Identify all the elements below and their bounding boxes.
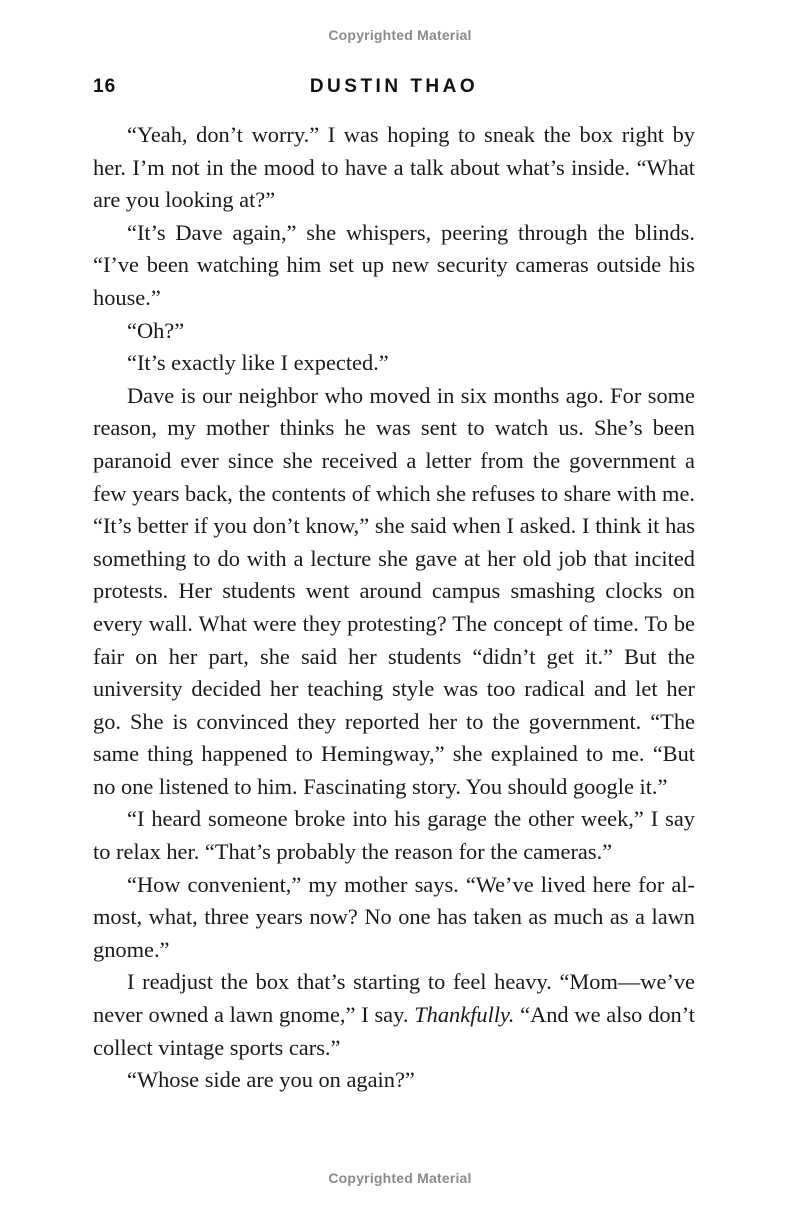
paragraph: “It’s Dave again,” she whispers, peering through the blinds. “I’ve been watching him set up new security cameras outside his house.” [93, 219, 695, 310]
paragraph-text: I readjust the box that’s starting to feel heavy. “Mom—we’ve never owned a lawn gnome,” I say. [93, 969, 695, 1028]
italic-emphasis: Thankfully. [414, 1002, 515, 1028]
copyright-watermark-bottom: Copyrighted Material [328, 1170, 472, 1186]
body-text [93, 119, 695, 1097]
paragraph [93, 966, 695, 1064]
page-number: 16 [93, 76, 117, 97]
copyright-watermark-top: Copyrighted Material [328, 27, 472, 43]
paragraph: “Yeah, don’t worry.” I was hoping to sneak the box right by her. I’m not in the mood to have a talk about what’s inside. “What are you looking at?” [93, 122, 695, 213]
paragraph: Dave is our neighbor who moved in six months ago. For some reason, my mother thinks he was sent to watch us. She’s been paranoid ever since she received a letter from the government a few years back, the contents of which she refuses to share with me. “It’s better if you don’t know,” she said when I asked. I think it has something to do with a lecture she gave at her old job that incited protests. Her students went around campus smashing clocks on every wall. What were they protesting? The concept of time. To be fair on her part, she said her students “didn’t get it.” But the university decided her teaching style was too radical and let her go. She is convinced they reported her to the government. “The same thing happened to Hemingway,” she explained to me. “But no one listened to him. Fascinating story. You should google it.” [93, 382, 695, 799]
running-head-author: DUSTIN THAO [309, 76, 479, 97]
paragraph: “How convenient,” my mother says. “We’ve lived here for almost, what, three years now? No one has taken as much as a lawn gnome.” [93, 871, 695, 962]
paragraph: “It’s exactly like I expected.” [127, 350, 389, 376]
paragraph: “Whose side are you on again?” [127, 1067, 415, 1093]
running-head [93, 76, 695, 100]
paragraph: “I heard someone broke into his garage the other week,” I say to relax her. “That’s probably the reason for the cameras.” [93, 806, 695, 865]
paragraph: “Oh?” [127, 317, 185, 343]
paragraph-text: “And we also don’t collect vintage sports cars.” [93, 1002, 695, 1060]
